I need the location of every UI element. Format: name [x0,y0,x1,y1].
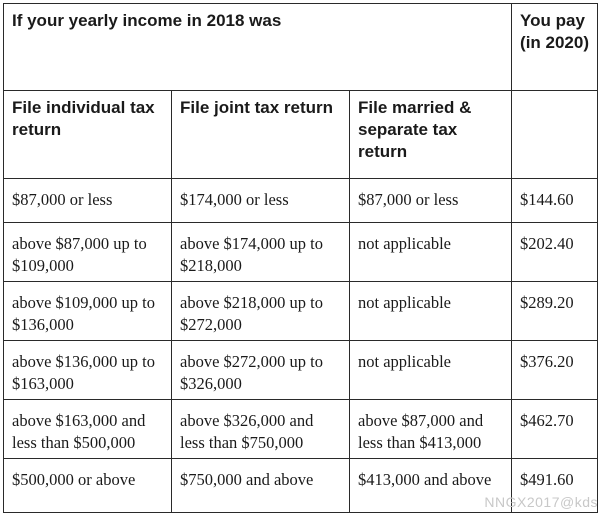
cell-joint: above $326,000 and less than $750,000 [172,400,350,459]
cell-individual: above $87,000 up to $109,000 [4,223,172,282]
cell-pay: $144.60 [512,179,598,223]
cell-joint: above $218,000 up to $272,000 [172,282,350,341]
table-row [4,400,598,459]
cell-individual: above $136,000 up to $163,000 [4,341,172,400]
header-file-joint: File joint tax return [172,91,350,179]
header-file-married-separate: File married & separate tax return [350,91,512,179]
cell-individual: $87,000 or less [4,179,172,223]
cell-joint: $750,000 and above [172,459,350,513]
cell-pay: $462.70 [512,400,598,459]
table-row [4,223,598,282]
header-file-individual: File individual tax return [4,91,172,179]
cell-individual: above $109,000 up to $136,000 [4,282,172,341]
cell-joint: above $272,000 up to $326,000 [172,341,350,400]
cell-married: $87,000 or less [350,179,512,223]
cell-married: $413,000 and above [350,459,512,513]
header-empty-cell [512,91,598,179]
cell-married: not applicable [350,341,512,400]
cell-joint: $174,000 or less [172,179,350,223]
income-header-cell: If your yearly income in 2018 was [4,4,512,91]
table-row [4,341,598,400]
cell-pay: $289.20 [512,282,598,341]
watermark: NNGX2017@kds [484,494,598,510]
pay-header-cell: You pay (in 2020) [512,4,598,91]
header-row-income [4,4,598,91]
cell-joint: above $174,000 up to $218,000 [172,223,350,282]
cell-pay: $491.60 [512,459,598,513]
cell-individual: above $163,000 and less than $500,000 [4,400,172,459]
cell-pay: $202.40 [512,223,598,282]
header-row-filing [4,91,598,179]
cell-married: not applicable [350,223,512,282]
cell-individual: $500,000 or above [4,459,172,513]
table-row [4,282,598,341]
cell-married: not applicable [350,282,512,341]
premium-table [3,3,598,513]
cell-pay: $376.20 [512,341,598,400]
cell-married: above $87,000 and less than $413,000 [350,400,512,459]
table-row [4,179,598,223]
